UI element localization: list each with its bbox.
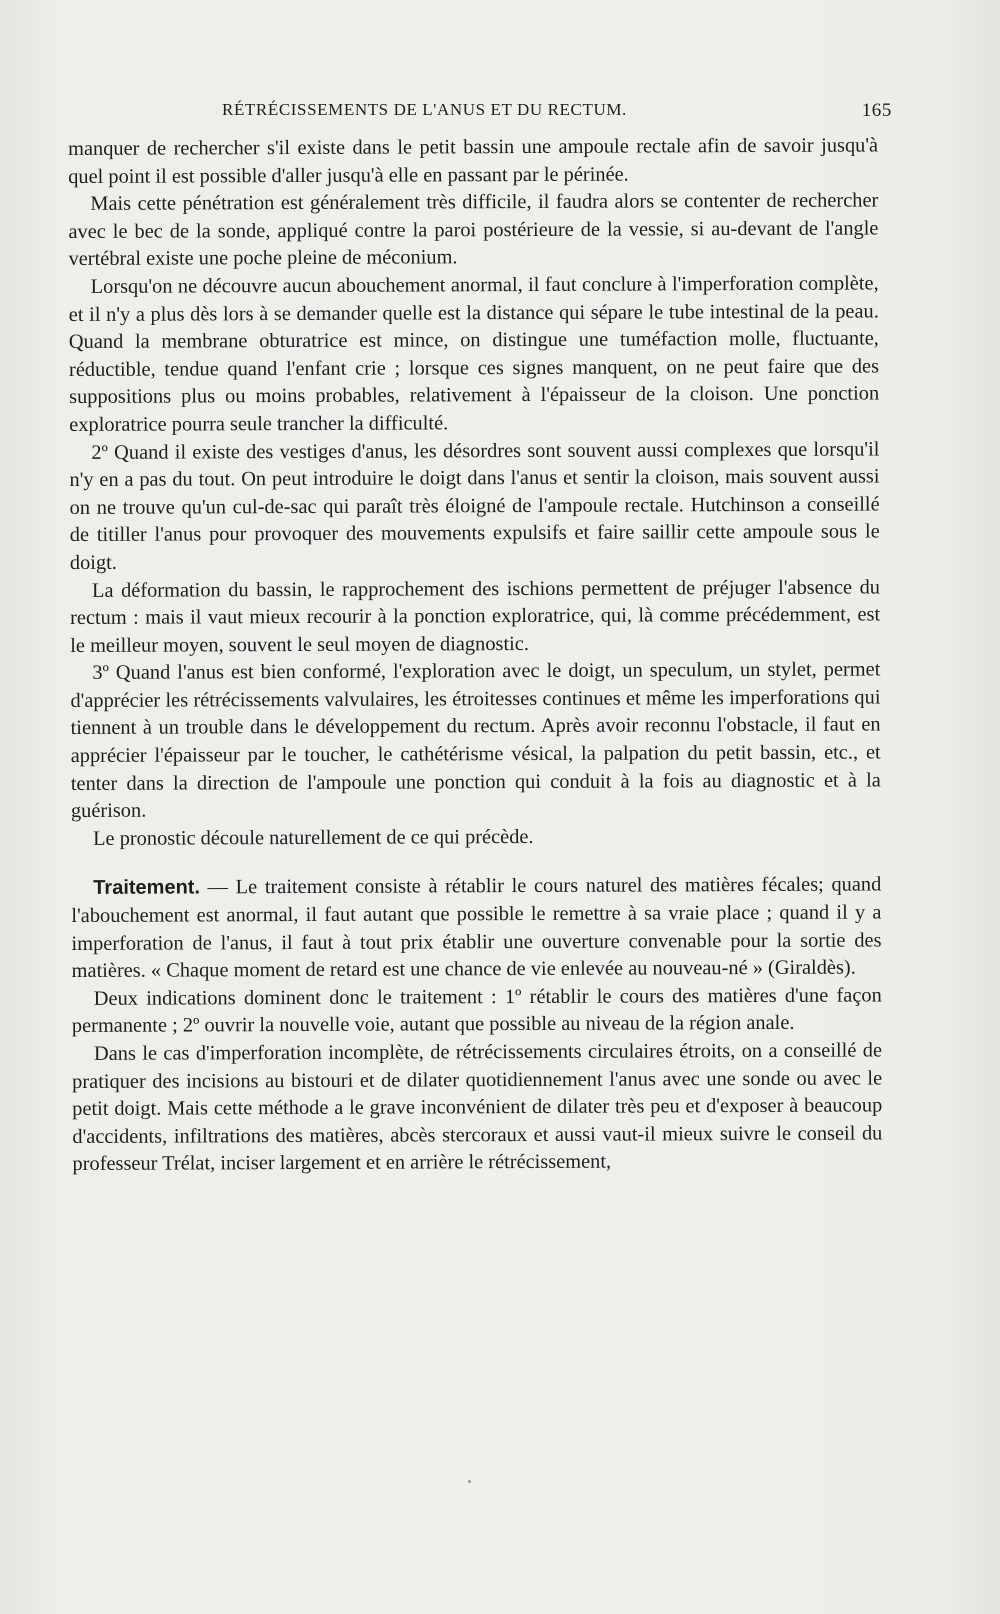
section-heading: Traitement. bbox=[93, 876, 201, 900]
body-text bbox=[68, 132, 883, 1178]
page-number: 165 bbox=[861, 100, 892, 121]
running-header bbox=[222, 100, 892, 124]
paragraph: 3º Quand l'anus est bien conformé, l'exploration avec le doigt, un speculum, un stylet, permet d'apprécier les rétrécissements valvulaires, les étroitesses continues et même les imperforations qui tiennent à un trouble dans le développement du rectum. Après avoir reconnu l'obstacle, il faut en apprécier l'épaisseur par le toucher, le cathétérisme vésical, la palpation du petit bassin, etc., et tenter dans la direction de l'ampoule une ponction qui conduit à la fois au diagnostic et à la guérison. bbox=[70, 658, 881, 823]
paragraph: Deux indications dominent donc le traitement : 1º rétablir le cours des matières d'une façon permanente ; 2º ouvrir la nouvelle voie, autant que possible au niveau de la région anale. bbox=[71, 984, 882, 1038]
paragraph: Le pronostic découle naturellement de ce qui précède. bbox=[93, 825, 534, 850]
paragraph: Mais cette pénétration est généralement très difficile, il faudra alors se contenter de rechercher avec le bec de la sonde, appliqué contre la paroi postérieure de la vessie, si au-devant de l'angle vertébral existe une poche pleine de méconium. bbox=[68, 189, 879, 271]
paragraph: 2º Quand il existe des vestiges d'anus, les désordres sont souvent aussi complexes que lorsqu'il n'y en a pas du tout. On peut introduire le doigt dans l'anus et sentir la cloison, mais souvent aussi on ne trouve qu'un cul-de-sac qui paraît très éloigné de l'ampoule rectale. Hutchinson a conseillé de titiller l'anus pour provoquer des mouvements expulsifs et faire saillir cette ampoule sous le doigt. bbox=[69, 437, 880, 574]
section-paragraph bbox=[71, 872, 881, 986]
paragraph: Lorsqu'on ne découvre aucun abouchement anormal, il faut conclure à l'imperforation complète, et il n'y a plus dès lors à se demander quelle est la distance qui sépare le tube intestinal de la peau. Quand la membrane obturatrice est mince, on distingue une tuméfaction molle, fluctuante, réductible, tendue quand l'enfant crie ; lorsque ces signes manquent, on ne peut faire que des suppositions plus ou moins probables, relativement à l'épaisseur de la cloison. Une ponction exploratrice pourra seule trancher la difficulté. bbox=[68, 272, 880, 436]
paragraph: La déformation du bassin, le rapprochement des ischions permettent de préjuger l'absence du rectum : mais il vaut mieux recourir à la ponction exploratrice, qui, là comme précédemment, est le meilleur moyen, souvent le seul moyen de diagnostic. bbox=[70, 575, 881, 657]
running-title: RÉTRÉCISSEMENTS DE L'ANUS ET DU RECTUM. bbox=[222, 100, 627, 119]
section-intro-text: — Le traitement consiste à rétablir le cours naturel des matières fécales; quand l'abouchement est anormal, il faut autant que possible le remettre à sa vraie place ; quand il y a imperforation de l'anus, il faut à tout prix établir une ouverture convenable pour la sortie des matières. « Chaque moment de retard est une chance de vie enlevée au nouveau-né » (Giraldès). bbox=[71, 873, 882, 983]
paper-speck bbox=[468, 1480, 471, 1483]
paragraph: manquer de rechercher s'il existe dans le petit bassin une ampoule rectale afin de savoir jusqu'à quel point il est possible d'aller jusqu'à elle en passant par le périnée. bbox=[68, 134, 879, 188]
paragraph: Dans le cas d'imperforation incomplète, de rétrécissements circulaires étroits, on a conseillé de pratiquer des incisions au bistouri et de dilater quotidiennement l'anus avec une sonde ou avec le petit doigt. Mais cette méthode a le grave inconvénient de dilater très peu et d'exposer à beaucoup d'accidents, infiltrations des matières, abcès stercoraux et aussi vaut-il mieux suivre le conseil du professeur Trélat, inciser largement et en arrière le rétrécissement, bbox=[72, 1039, 883, 1176]
